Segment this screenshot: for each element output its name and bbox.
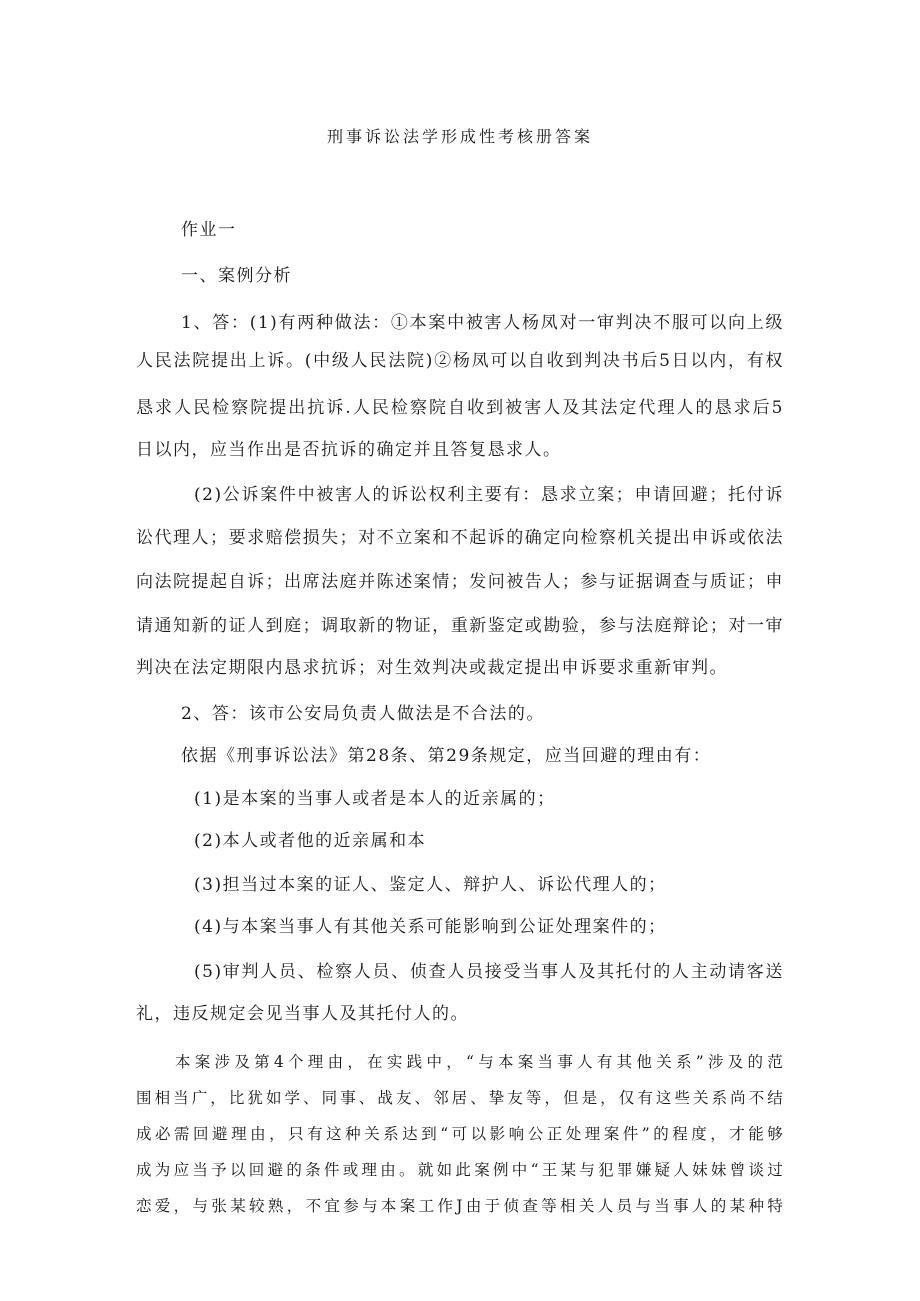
answer2-line: 2、答：该市公安局负责人做法是不合法的。 xyxy=(181,704,545,724)
legal-basis-line: 依据《刑事诉讼法》第28条、第29条规定，应当回避的理由有： xyxy=(181,746,712,766)
para2-line-4: 请通知新的证人到庭；调取新的物证，重新鉴定或勘验，参与法庭辩论；对一审 xyxy=(136,616,784,636)
para1-line-2: 人民法院提出上诉。(中级人民法院)②杨凤可以自收到判决书后5日以内，有权 xyxy=(136,351,784,371)
para2-line-1: (2)公诉案件中被害人的诉讼权利主要有：恳求立案；申请回避；托付诉 xyxy=(194,485,784,505)
reason-item-1: (1)是本案的当事人或者是本人的近亲属的； xyxy=(194,789,556,809)
reason-item-3: (3)担当过本案的证人、鉴定人、辩护人、诉讼代理人的； xyxy=(194,875,667,895)
document-title: 刑事诉讼法学形成性考核册答案 xyxy=(326,127,593,146)
para5-line-3: 成必需回避理由，只有这种关系达到“可以影响公正处理案件”的程度，才能够 xyxy=(136,1125,784,1143)
section-header: 作业一 xyxy=(181,220,237,240)
para2-line-5: 判决在法定期限内恳求抗诉；对生效判决或裁定提出申诉要求重新审判。 xyxy=(136,658,728,678)
para1-line-4: 日以内，应当作出是否抗诉的确定并且答复恳求人。 xyxy=(136,440,562,460)
subsection-header: 一、案例分析 xyxy=(181,266,292,286)
para2-line-3: 向法院提起自诉；出席法庭并陈述案情；发问被告人；参与证据调查与质证；申 xyxy=(136,572,784,592)
reason-item-2: (2)本人或者他的近亲属和本 xyxy=(194,831,427,851)
para5-line-4: 成为应当予以回避的条件或理由。就如此案例中“王某与犯罪嫌疑人妹妹曾谈过 xyxy=(136,1161,784,1179)
para5-line-1: 本案涉及第4个理由，在实践中，“与本案当事人有其他关系”涉及的范 xyxy=(175,1053,784,1071)
para5-line-5: 恋爱，与张某较熟，不宜参与本案工作J由于侦查等相关人员与当事人的某种特 xyxy=(136,1197,784,1215)
para1-line-3: 恳求人民检察院提出抗诉.人民检察院自收到被害人及其法定代理人的恳求后5 xyxy=(136,398,784,418)
para5-line-2: 围相当广，比犹如学、同事、战友、邻居、挚友等，但是，仅有这些关系尚不结 xyxy=(136,1089,784,1107)
reason-item-4: (4)与本案当事人有其他关系可能影响到公证处理案件的； xyxy=(194,917,667,937)
para1-line-1: 1、答：(1)有两种做法：①本案中被害人杨凤对一审判决不服可以向上级 xyxy=(181,313,784,333)
para2-line-2: 讼代理人；要求赔偿损失；对不立案和不起诉的确定向检察机关提出申诉或依法 xyxy=(136,528,784,548)
reason-item-5: (5)审判人员、检察人员、侦查人员接受当事人及其托付的人主动请客送 xyxy=(194,962,784,982)
reason-item-5-cont: 礼，违反规定会见当事人及其托付人的。 xyxy=(136,1004,469,1024)
